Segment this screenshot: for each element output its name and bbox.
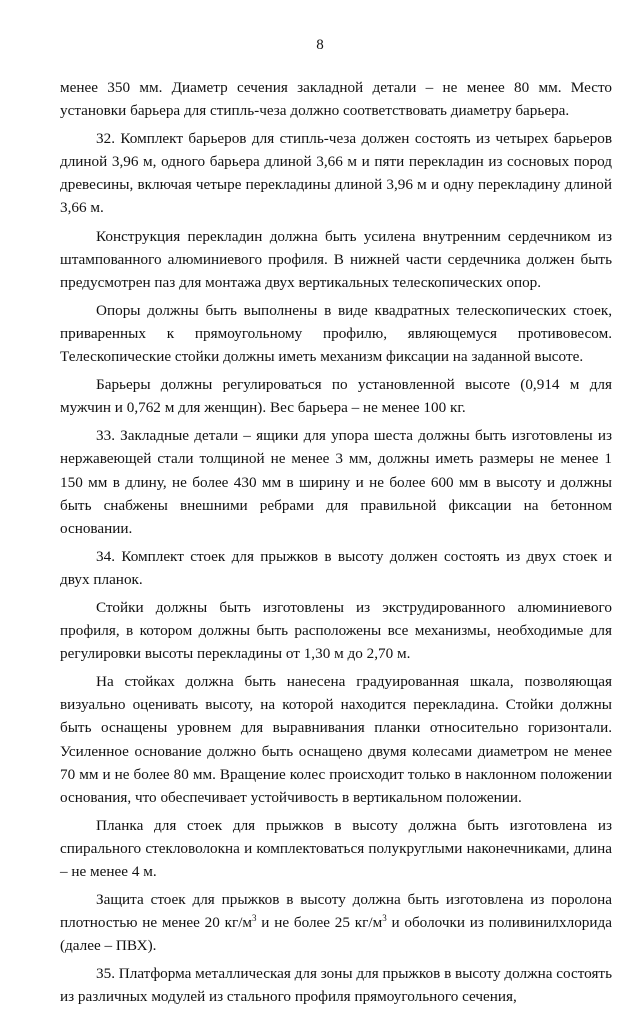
paragraph-protection	[60, 888, 612, 957]
protection-text-1: Защита стоек для прыжков в высоту должна быть изготовлена из поролона плотностью не менее 20 кг/м	[60, 891, 612, 932]
paragraph-continuation: менее 350 мм. Диаметр сечения закладной детали – не менее 80 мм. Место установки барьера для стипль-чеза должно соответствовать диаметру барьера.	[60, 79, 612, 120]
paragraph-stands-scale: На стойках должна быть нанесена градуированная шкала, позволяющая визуально оценивать высоту, на которой находится перекладина. Стойки должны быть оснащены уровнем для выравнивания планки относительно горизонтали. Усиленное основание должно быть оснащено двумя колесами диаметром не менее 70 мм и не более 80 мм. Вращение колес происходит только в наклонном положении основания, что обеспечивает устойчивость в вертикальном положении.	[60, 673, 612, 806]
superscript-cubic-1: 3	[252, 913, 257, 924]
paragraph-item-35: 35. Платформа металлическая для зоны для прыжков в высоту должна состоять из различных модулей из стального профиля прямоугольного сечения,	[60, 965, 612, 1006]
paragraph-supports: Опоры должны быть выполнены в виде квадратных телескопических стоек, приваренных к прямоугольному профилю, являющемуся противовесом. Телескопические стойки должны иметь механизм фиксации на заданной высоте.	[60, 301, 612, 366]
paragraph-crossbar-planka: Планка для стоек для прыжков в высоту должна быть изготовлена из спирального стекловолокна и комплектоваться полукруглыми наконечниками, длина – не менее 4 м.	[60, 816, 612, 880]
superscript-cubic-2: 3	[382, 913, 387, 924]
protection-text-3: и оболочки из поливинилхлорида (далее – ПВХ).	[60, 914, 612, 955]
paragraph-item-32: 32. Комплект барьеров для стипль-чеза должен состоять из четырех барьеров длиной 3,96 м, одного барьера длиной 3,66 м и пяти перекладин из сосновых пород древесины, включая четыре перекладины длиной 3,96 м и одну перекладину длиной 3,66 м.	[60, 130, 612, 217]
paragraph-crossbar-construction: Конструкция перекладин должна быть усилена внутренним сердечником из штампованного алюминиевого профиля. В нижней части сердечника должен быть предусмотрен паз для монтажа двух вертикальных телескопических опор.	[60, 227, 612, 291]
paragraph-item-33: 33. Закладные детали – ящики для упора шеста должны быть изготовлены из нержавеющей стали толщиной не менее 3 мм, должны иметь размеры не менее 1 150 мм в длину, не более 430 мм в ширину и не более 600 мм в высоту и должны быть снабжены внешними ребрами для правильной фиксации на бетонном основании.	[60, 427, 612, 537]
protection-text-2: и не более 25 кг/м	[256, 914, 383, 932]
document-body	[60, 76, 612, 1014]
paragraph-barrier-height: Барьеры должны регулироваться по установленной высоте (0,914 м для мужчин и 0,762 м для женщин). Вес барьера – не менее 100 кг.	[60, 376, 612, 417]
page-number: 8	[316, 37, 324, 53]
paragraph-stands-material: Стойки должны быть изготовлены из экструдированного алюминиевого профиля, в котором должны быть расположены все механизмы, необходимые для регулировки высоты перекладины от 1,30 м до 2,70 м.	[60, 598, 612, 663]
paragraph-item-34: 34. Комплект стоек для прыжков в высоту должен состоять из двух стоек и двух планок.	[60, 547, 612, 588]
